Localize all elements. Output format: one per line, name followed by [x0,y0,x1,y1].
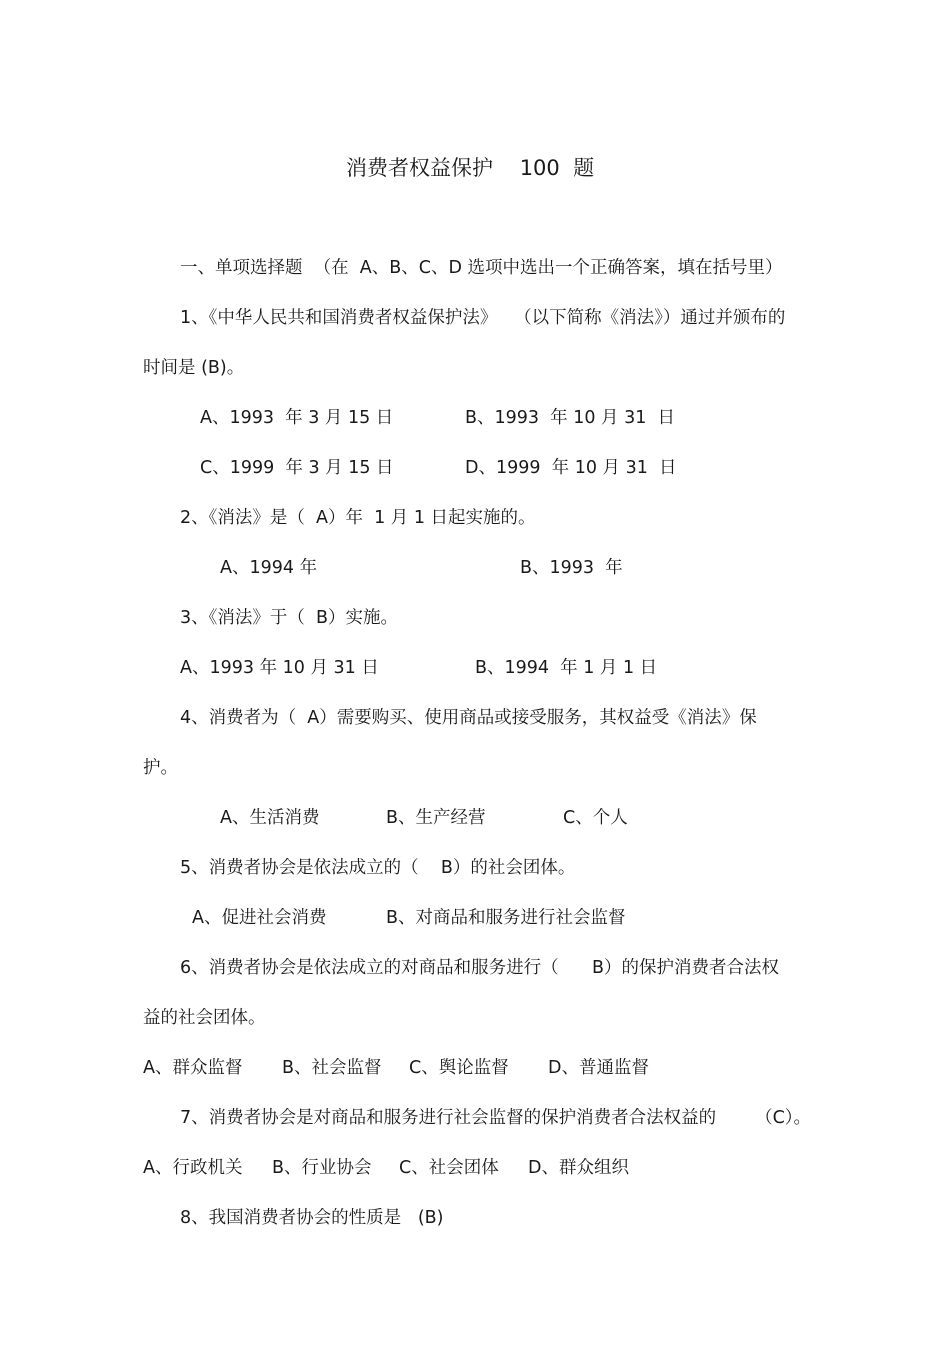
question-4-option-a: A、生活消费 [220,808,320,828]
question-2-option-a: A、1994 年 [220,558,318,578]
question-7-option-c: C、社会团体 [399,1158,499,1178]
question-5: 5、消费者协会是依法成立的（ B）的社会团体。 [180,858,576,878]
question-1-option-a: A、1993 年 3 月 15 日 [200,408,394,428]
question-1-option-d: D、1999 年 10 月 31 日 [465,458,677,478]
question-3-option-a: A、1993 年 10 月 31 日 [180,658,379,678]
question-4-option-c: C、个人 [563,808,628,828]
question-6-option-b: B、社会监督 [282,1058,382,1078]
question-1-option-c: C、1999 年 3 月 15 日 [200,458,394,478]
question-6-option-c: C、舆论监督 [409,1058,509,1078]
page-title: 消费者权益保护 100 题 [346,156,595,180]
question-7: 7、消费者协会是对商品和服务进行社会监督的保护消费者合法权益的 （C）。 [180,1108,812,1128]
question-7-option-b: B、行业协会 [272,1158,372,1178]
question-7-option-d: D、群众组织 [528,1158,629,1178]
question-1-line-1: 1、《中华人民共和国消费者权益保护法》 （以下简称《消法》）通过并颁布的 [180,308,786,328]
question-7-option-a: A、行政机关 [143,1158,243,1178]
question-6-line-2: 益的社会团体。 [143,1008,266,1028]
question-5-option-a: A、促进社会消费 [192,908,327,928]
question-4-option-b: B、生产经营 [386,808,486,828]
question-5-option-b: B、对商品和服务进行社会监督 [386,908,626,928]
question-4-line-1: 4、消费者为（ A）需要购买、使用商品或接受服务，其权益受《消法》保 [180,708,757,728]
question-6-option-d: D、普通监督 [548,1058,649,1078]
question-2-option-b: B、1993 年 [520,558,623,578]
question-4-line-2: 护。 [143,758,178,778]
question-3: 3、《消法》于（ B）实施。 [180,608,399,628]
question-1-line-2: 时间是 (B)。 [143,358,245,378]
section-heading: 一、单项选择题 （在 A、B、C、D 选项中选出一个正确答案，填在括号里） [180,258,783,278]
question-3-option-b: B、1994 年 1 月 1 日 [475,658,658,678]
question-2: 2、《消法》是（ A）年 1 月 1 日起实施的。 [180,508,536,528]
question-1-option-b: B、1993 年 10 月 31 日 [465,408,676,428]
question-6-option-a: A、群众监督 [143,1058,243,1078]
question-8: 8、我国消费者协会的性质是 (B) [180,1208,444,1228]
question-6-line-1: 6、消费者协会是依法成立的对商品和服务进行（ B）的保护消费者合法权 [180,958,780,978]
